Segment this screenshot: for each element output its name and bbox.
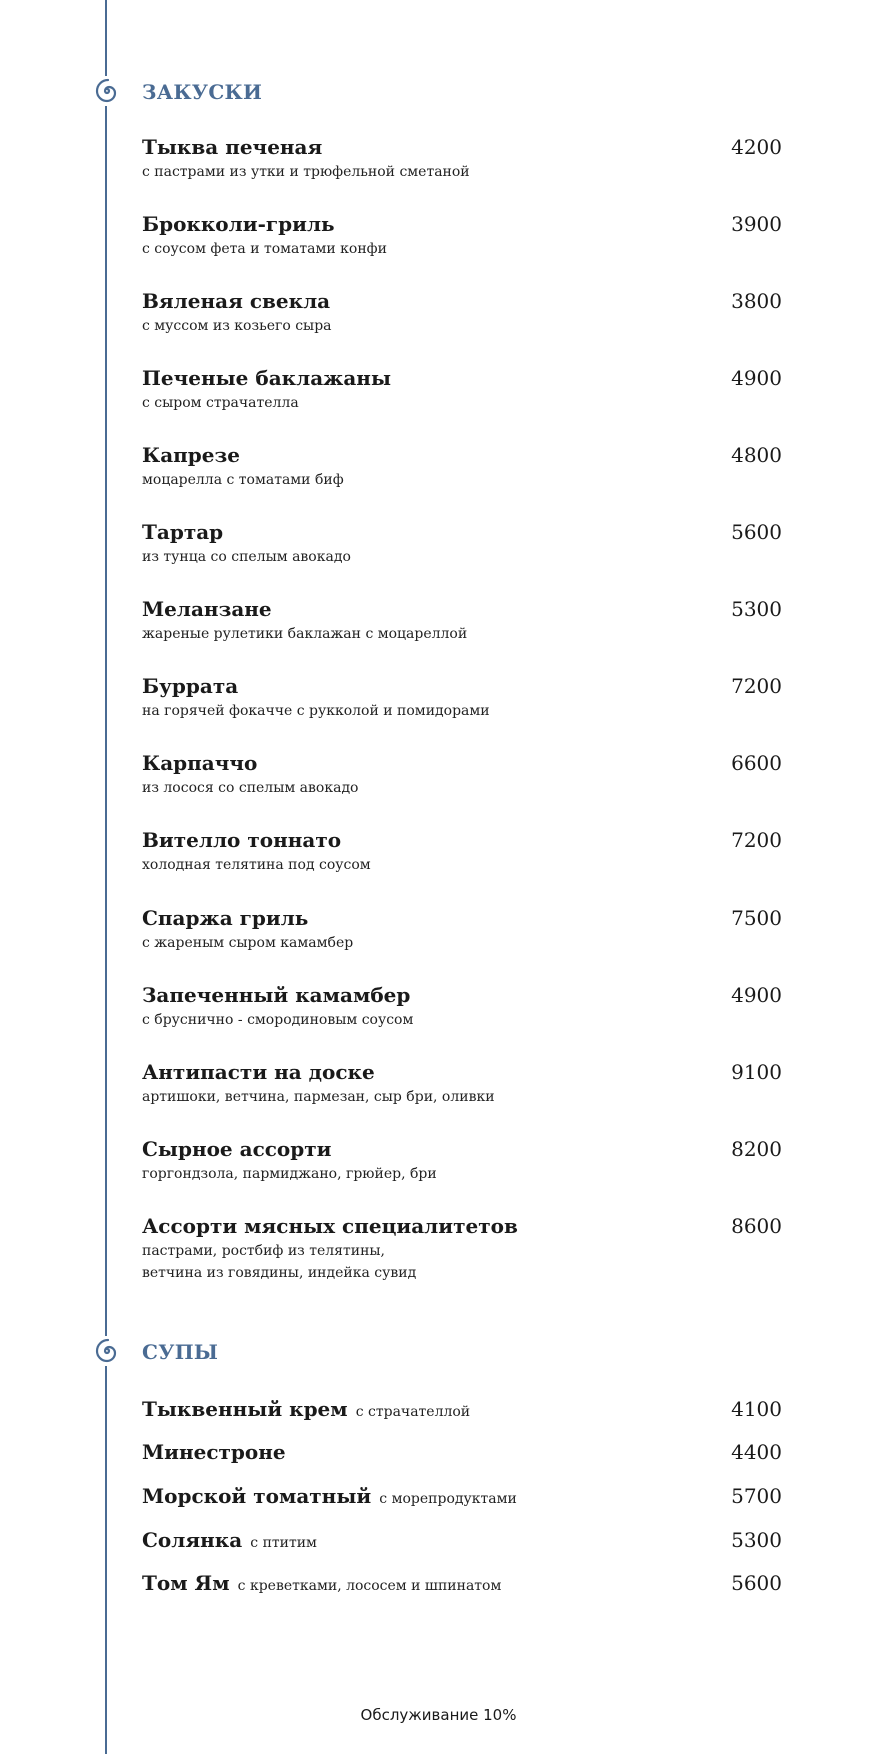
item-price: 5600 xyxy=(731,1571,782,1595)
item-name: Буррата xyxy=(142,674,239,698)
item-description: с муссом из козьего сыра xyxy=(142,318,332,334)
menu-item xyxy=(142,288,782,337)
item-name: Тыквенный крем xyxy=(142,1397,348,1421)
menu-item xyxy=(142,1213,782,1284)
item-description: с соусом фета и томатами конфи xyxy=(142,241,387,257)
spiral-icon xyxy=(92,1336,122,1366)
item-name: Тартар xyxy=(142,520,224,544)
item-description: пастрами, ростбиф из телятины, xyxy=(142,1243,386,1259)
item-description: из тунца со спелым авокадо xyxy=(142,549,351,565)
item-price: 4800 xyxy=(731,443,782,467)
item-name: Запеченный камамбер xyxy=(142,983,411,1007)
menu-item xyxy=(142,596,782,645)
item-price: 7500 xyxy=(731,906,782,930)
item-note: с морепродуктами xyxy=(379,1491,517,1507)
item-price: 5300 xyxy=(731,597,782,621)
item-name: Тыква печеная xyxy=(142,135,323,159)
item-description: с бруснично - смородиновым соусом xyxy=(142,1012,414,1028)
item-price: 4900 xyxy=(731,366,782,390)
item-name: Минестроне xyxy=(142,1440,286,1464)
item-description: с пастрами из утки и трюфельной сметаной xyxy=(142,164,470,180)
item-name: Том Ям xyxy=(142,1571,230,1595)
decorative-rail xyxy=(105,0,107,1754)
menu-item xyxy=(142,673,782,722)
menu-item xyxy=(142,442,782,491)
item-name: Брокколи-гриль xyxy=(142,212,335,236)
item-price: 7200 xyxy=(731,674,782,698)
item-price: 4100 xyxy=(731,1397,782,1421)
item-note: с креветками, лососем и шпинатом xyxy=(237,1578,502,1594)
section-title-zakuski: ЗАКУСКИ xyxy=(142,80,263,104)
menu-item xyxy=(142,211,782,260)
item-price: 5600 xyxy=(731,520,782,544)
item-description: холодная телятина под соусом xyxy=(142,857,371,873)
item-name: Меланзане xyxy=(142,597,272,621)
item-note: с страчателлой xyxy=(355,1404,471,1420)
item-description: горгондзола, пармиджано, грюйер, бри xyxy=(142,1166,437,1182)
item-price: 5700 xyxy=(731,1484,782,1508)
menu-item xyxy=(142,982,782,1031)
menu-item xyxy=(142,365,782,414)
menu-item xyxy=(142,1136,782,1185)
section-title-supy: СУПЫ xyxy=(142,1340,219,1364)
soup-item xyxy=(142,1570,782,1599)
item-description: жареные рулетики баклажан с моцареллой xyxy=(142,626,468,642)
spiral-icon xyxy=(92,76,122,106)
item-price: 6600 xyxy=(731,751,782,775)
item-name: Печеные баклажаны xyxy=(142,366,391,390)
soup-item xyxy=(142,1483,782,1512)
item-price: 4200 xyxy=(731,135,782,159)
menu-item xyxy=(142,134,782,183)
item-name: Морской томатный xyxy=(142,1484,372,1508)
item-price: 4900 xyxy=(731,983,782,1007)
item-price: 7200 xyxy=(731,828,782,852)
item-price: 3900 xyxy=(731,212,782,236)
soup-item xyxy=(142,1527,782,1556)
menu-item xyxy=(142,827,782,876)
menu-item xyxy=(142,905,782,954)
menu-item xyxy=(142,750,782,799)
item-name: Антипасти на доске xyxy=(142,1060,375,1084)
item-description: с сыром страчателла xyxy=(142,395,299,411)
item-name: Спаржа гриль xyxy=(142,906,309,930)
item-description: на горячей фокачче с рукколой и помидорами xyxy=(142,703,490,719)
menu-item xyxy=(142,1059,782,1108)
item-name: Вителло тоннато xyxy=(142,828,342,852)
item-name: Капрезе xyxy=(142,443,240,467)
soup-item xyxy=(142,1439,782,1467)
item-name: Ассорти мясных специалитетов xyxy=(142,1214,518,1238)
item-name: Карпаччо xyxy=(142,751,258,775)
item-description: моцарелла с томатами биф xyxy=(142,472,344,488)
item-note: с птитим xyxy=(250,1535,317,1551)
soup-item xyxy=(142,1396,782,1425)
item-name: Сырное ассорти xyxy=(142,1137,332,1161)
item-price: 9100 xyxy=(731,1060,782,1084)
item-description: из лосося со спелым авокадо xyxy=(142,780,359,796)
item-description: с жареным сыром камамбер xyxy=(142,935,354,951)
item-price: 5300 xyxy=(731,1528,782,1552)
item-price: 4400 xyxy=(731,1440,782,1464)
item-price: 8200 xyxy=(731,1137,782,1161)
item-description-line-2: ветчина из говядины, индейка сувид xyxy=(142,1265,417,1281)
service-charge-note: Обслуживание 10% xyxy=(360,1706,517,1724)
item-description: артишоки, ветчина, пармезан, сыр бри, оливки xyxy=(142,1089,495,1105)
item-name: Вяленая свекла xyxy=(142,289,331,313)
item-price: 8600 xyxy=(731,1214,782,1238)
menu-item xyxy=(142,519,782,568)
item-price: 3800 xyxy=(731,289,782,313)
item-name: Солянка xyxy=(142,1528,243,1552)
